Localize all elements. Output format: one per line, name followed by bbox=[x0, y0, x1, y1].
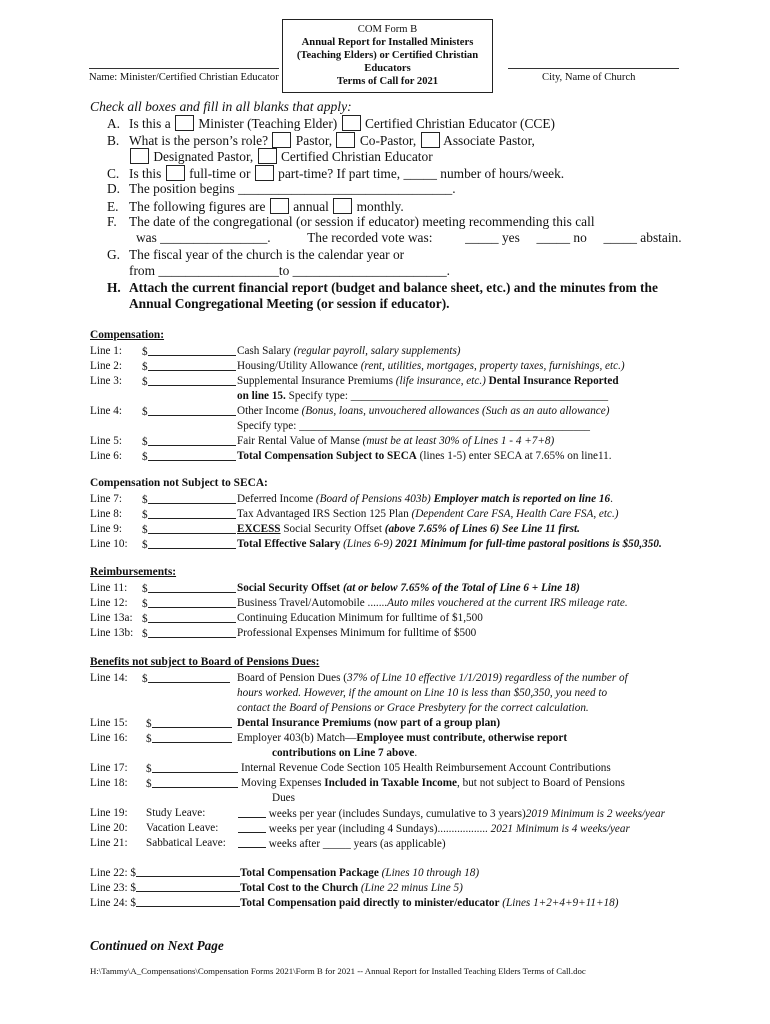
line-3-specify: on line 15. Specify type: ______________________________________________ bbox=[237, 390, 609, 402]
line-9-amount-field[interactable] bbox=[148, 522, 236, 534]
form-title-line-2: (Teaching Elders) or Certified Christian bbox=[296, 50, 479, 61]
item-e: E. The following figures are annual monthly. bbox=[107, 199, 404, 214]
line-24: Line 24: $ Total Compensation paid directly to minister/educator (Lines 1+2+4+9+11+18) bbox=[90, 897, 619, 909]
line-14-amount-field[interactable] bbox=[148, 671, 230, 683]
designated-pastor-checkbox[interactable] bbox=[130, 148, 149, 164]
line-16-amount-field[interactable] bbox=[152, 731, 232, 743]
line-12-amount-field[interactable] bbox=[148, 596, 236, 608]
church-name-line[interactable] bbox=[508, 68, 679, 69]
full-time-checkbox[interactable] bbox=[166, 165, 185, 181]
line-16-cont: contributions on Line 7 above. bbox=[272, 747, 418, 759]
item-c: C. Is this full-time or part-time? If part time, _____ number of hours/week. bbox=[107, 166, 565, 181]
line-5-amount-field[interactable] bbox=[148, 434, 236, 446]
line-4-amount-field[interactable] bbox=[148, 404, 236, 416]
line-7-amount-field[interactable] bbox=[148, 492, 236, 504]
item-a: A. Is this a Minister (Teaching Elder) Certified Christian Educator (CCE) bbox=[107, 116, 555, 131]
line-17-amount-field[interactable] bbox=[152, 761, 238, 773]
sabbatical-weeks-field[interactable] bbox=[238, 836, 266, 848]
vacation-leave-weeks-field[interactable] bbox=[238, 821, 266, 833]
certified-educator-checkbox[interactable] bbox=[258, 148, 277, 164]
line-22-amount-field[interactable] bbox=[136, 865, 240, 877]
line-24-amount-field[interactable] bbox=[136, 895, 240, 907]
item-b-cont: Designated Pastor, Certified Christian Educator bbox=[129, 148, 433, 166]
line-8-amount-field[interactable] bbox=[148, 507, 236, 519]
line-15-amount-field[interactable] bbox=[152, 716, 232, 728]
cce-checkbox[interactable] bbox=[342, 115, 361, 131]
study-leave-weeks-field[interactable] bbox=[238, 806, 266, 818]
form-title-line-4: Terms of Call for 2021 bbox=[336, 76, 439, 87]
seca-heading: Compensation not Subject to SECA: bbox=[90, 477, 268, 489]
minister-name-label: Name: Minister/Certified Christian Educator bbox=[89, 72, 279, 83]
part-time-checkbox[interactable] bbox=[255, 165, 274, 181]
pastor-checkbox[interactable] bbox=[272, 132, 291, 148]
item-f: F. The date of the congregational (or session if educator) meeting recommending this call bbox=[107, 214, 595, 229]
form-id: COM Form B bbox=[357, 24, 418, 35]
line-4-specify[interactable]: Specify type: ____________________________________________________ bbox=[237, 420, 591, 432]
line-14-cont-2: contact the Board of Pensions or Grace Presbytery for the correct calculation. bbox=[237, 702, 589, 714]
co-pastor-checkbox[interactable] bbox=[336, 132, 355, 148]
continued-note: Continued on Next Page bbox=[90, 938, 224, 953]
monthly-checkbox[interactable] bbox=[333, 198, 352, 214]
benefits-heading: Benefits not subject to Board of Pensions Dues: bbox=[90, 656, 320, 668]
compensation-heading: Compensation: bbox=[90, 329, 165, 341]
annual-checkbox[interactable] bbox=[270, 198, 289, 214]
line-22: Line 22: $ Total Compensation Package (Lines 10 through 18) bbox=[90, 867, 480, 879]
line-23-amount-field[interactable] bbox=[136, 880, 240, 892]
associate-pastor-checkbox[interactable] bbox=[421, 132, 440, 148]
line-13b-amount-field[interactable] bbox=[148, 626, 236, 638]
item-b: B. What is the person’s role? Pastor, Co-Pastor, Associate Pastor, bbox=[107, 133, 535, 148]
line-3-amount-field[interactable] bbox=[148, 374, 236, 386]
reimbursements-heading: Reimbursements: bbox=[90, 566, 177, 578]
form-title-line-1: Annual Report for Installed Ministers bbox=[301, 37, 474, 48]
line-18-amount-field[interactable] bbox=[152, 776, 238, 788]
line-1-amount-field[interactable] bbox=[148, 344, 236, 356]
item-g: G. The fiscal year of the church is the calendar year or bbox=[107, 247, 405, 262]
line-2-amount-field[interactable] bbox=[148, 359, 236, 371]
church-name-label: City, Name of Church bbox=[542, 72, 636, 83]
minister-checkbox[interactable] bbox=[175, 115, 194, 131]
line-10-amount-field[interactable] bbox=[148, 537, 236, 549]
item-f-cont: was ________________. The recorded vote was: _____ yes _____ no _____ abstain. bbox=[136, 230, 682, 245]
file-path-footer: H:\Tammy\A_Compensations\Compensation Forms 2021\Form B for 2021 -- Annual Report for Installed Teaching Elders Terms of Call.doc bbox=[90, 966, 586, 976]
line-11-amount-field[interactable] bbox=[148, 581, 236, 593]
line-14-cont-1: hours worked. However, if the amount on Line 10 is less than $50,350, you need to bbox=[237, 687, 608, 699]
line-13a-amount-field[interactable] bbox=[148, 611, 236, 623]
line-6-amount-field[interactable] bbox=[148, 449, 236, 461]
line-18-cont: Dues bbox=[272, 792, 295, 804]
form-title-box bbox=[282, 19, 493, 93]
instructions-heading: Check all boxes and fill in all blanks that apply: bbox=[90, 99, 352, 114]
form-title-line-3: Educators bbox=[364, 63, 411, 74]
minister-name-line[interactable] bbox=[89, 68, 279, 69]
item-d: D. The position begins ________________________________. bbox=[107, 181, 456, 196]
line-23: Line 23: $ Total Cost to the Church (Line 22 minus Line 5) bbox=[90, 882, 463, 894]
item-g-cont: from __________________to _______________________. bbox=[129, 263, 450, 278]
item-h-cont: Annual Congregational Meeting (or session if educator). bbox=[129, 296, 450, 311]
item-h: H. Attach the current financial report (budget and balance sheet, etc.) and the minutes from the bbox=[107, 280, 658, 295]
